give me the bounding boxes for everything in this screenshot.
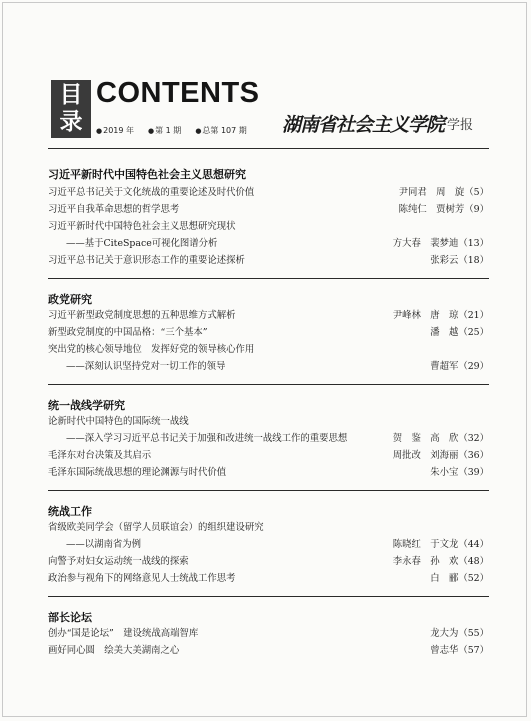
entry-title: 习近平总书记关于文化统战的重要论述及时代价值 xyxy=(48,187,255,198)
entry-title: 省级欧美同学会（留学人员联谊会）的组织建设研究 xyxy=(48,522,264,533)
toc-entry[interactable] xyxy=(48,185,489,201)
toc-entry[interactable] xyxy=(48,359,489,375)
entry-title: 论新时代中国特色的国际统一战线 xyxy=(48,416,189,427)
entry-authors-page: 周批改 刘海丽（36） xyxy=(392,450,489,461)
contents-title: CONTENTS xyxy=(96,77,260,109)
entry-authors-page: 张彩云（18） xyxy=(430,255,489,266)
entry-authors-page: 贺 鉴 高 欣（32） xyxy=(392,433,489,444)
entry-authors-page: 尹峰林 唐 琼（21） xyxy=(392,310,489,321)
section-rule xyxy=(48,596,489,597)
toc-entry[interactable] xyxy=(48,414,489,430)
mulu-badge xyxy=(51,80,91,138)
header-rule xyxy=(48,148,489,149)
section-rule xyxy=(48,278,489,279)
toc-entry[interactable] xyxy=(48,431,489,447)
entry-title: 突出党的核心领导地位 发挥好党的领导核心作用 xyxy=(48,344,255,355)
entry-subtitle: ——深入学习习近平总书记关于加强和改进统一战线工作的重要思想 xyxy=(66,433,348,444)
section-title: 统战工作 xyxy=(48,505,92,518)
entry-authors-page: 曾志华（57） xyxy=(430,645,489,656)
entry-authors-page: 曹超军（29） xyxy=(430,361,489,372)
entry-authors-page: 潘 越（25） xyxy=(430,327,489,338)
toc-entry[interactable] xyxy=(48,554,489,570)
entry-title: 习近平总书记关于意识形态工作的重要论述探析 xyxy=(48,255,245,266)
entry-authors-page: 陈纯仁 贾树芳（9） xyxy=(398,204,489,215)
toc-entry[interactable] xyxy=(48,342,489,358)
toc-entry[interactable] xyxy=(48,325,489,341)
toc-entry[interactable] xyxy=(48,253,489,269)
entry-title: 向警予对妇女运动统一战线的探索 xyxy=(48,556,189,567)
entry-title: 政治参与视角下的网络意见人士统战工作思考 xyxy=(48,573,236,584)
entry-subtitle: ——以湖南省为例 xyxy=(66,539,142,550)
entry-title: 习近平新型政党制度思想的五种思维方式解析 xyxy=(48,310,236,321)
toc-entry[interactable] xyxy=(48,537,489,553)
section-title: 政党研究 xyxy=(48,293,92,306)
entry-authors-page: 李永春 孙 欢（48） xyxy=(392,556,489,567)
toc-entry[interactable] xyxy=(48,465,489,481)
section-rule xyxy=(48,490,489,491)
entry-authors-page: 龙大为（55） xyxy=(430,628,489,639)
section-rule xyxy=(48,384,489,385)
section-title: 统一战线学研究 xyxy=(48,399,125,412)
issue-line xyxy=(96,125,247,136)
toc-entry[interactable] xyxy=(48,626,489,642)
toc-entry[interactable] xyxy=(48,219,489,235)
entry-title: 毛泽东国际统战思想的理论渊源与时代价值 xyxy=(48,467,227,478)
section-title: 部长论坛 xyxy=(48,611,92,624)
toc-entry[interactable] xyxy=(48,308,489,324)
toc-entry[interactable] xyxy=(48,448,489,464)
entry-authors-page: 白 郦（52） xyxy=(430,573,489,584)
entry-title: 习近平新时代中国特色社会主义思想研究现状 xyxy=(48,221,236,232)
toc-entry[interactable] xyxy=(48,520,489,536)
entry-authors-page: 尹同君 周 旋（5） xyxy=(398,187,489,198)
entry-subtitle: ——深刻认识坚持党对一切工作的领导 xyxy=(66,361,226,372)
journal-name: 湖南省社会主义学院 xyxy=(282,114,445,136)
section-title: 习近平新时代中国特色社会主义思想研究 xyxy=(48,168,246,181)
toc-entry[interactable] xyxy=(48,571,489,587)
mulu-char-1: 目 xyxy=(59,82,83,108)
mulu-char-2: 录 xyxy=(59,109,83,135)
entry-title: 创办“国是论坛” 建设统战高端智库 xyxy=(48,628,199,639)
entry-title: 毛泽东对台决策及其启示 xyxy=(48,450,152,461)
issue-total: ● 总第 107 期 xyxy=(195,125,246,136)
toc-entry[interactable] xyxy=(48,643,489,659)
entry-authors-page: 朱小宝（39） xyxy=(430,467,489,478)
entry-authors-page: 方大春 裴梦迪（13） xyxy=(392,238,489,249)
entry-subtitle: ——基于CiteSpace可视化图谱分析 xyxy=(66,238,218,249)
issue-number: ● 第 1 期 xyxy=(148,125,181,136)
journal-suffix: 学报 xyxy=(447,118,474,133)
issue-year: ● 2019 年 xyxy=(96,125,134,136)
entry-authors-page: 陈晓红 于文龙（44） xyxy=(392,539,489,550)
entry-title: 新型政党制度的中国品格：“三个基本” xyxy=(48,327,208,338)
toc-entry[interactable] xyxy=(48,202,489,218)
entry-title: 习近平自我革命思想的哲学思考 xyxy=(48,204,180,215)
toc-entry[interactable] xyxy=(48,236,489,252)
entry-title: 画好同心圆 绘美大美湖南之心 xyxy=(48,645,180,656)
